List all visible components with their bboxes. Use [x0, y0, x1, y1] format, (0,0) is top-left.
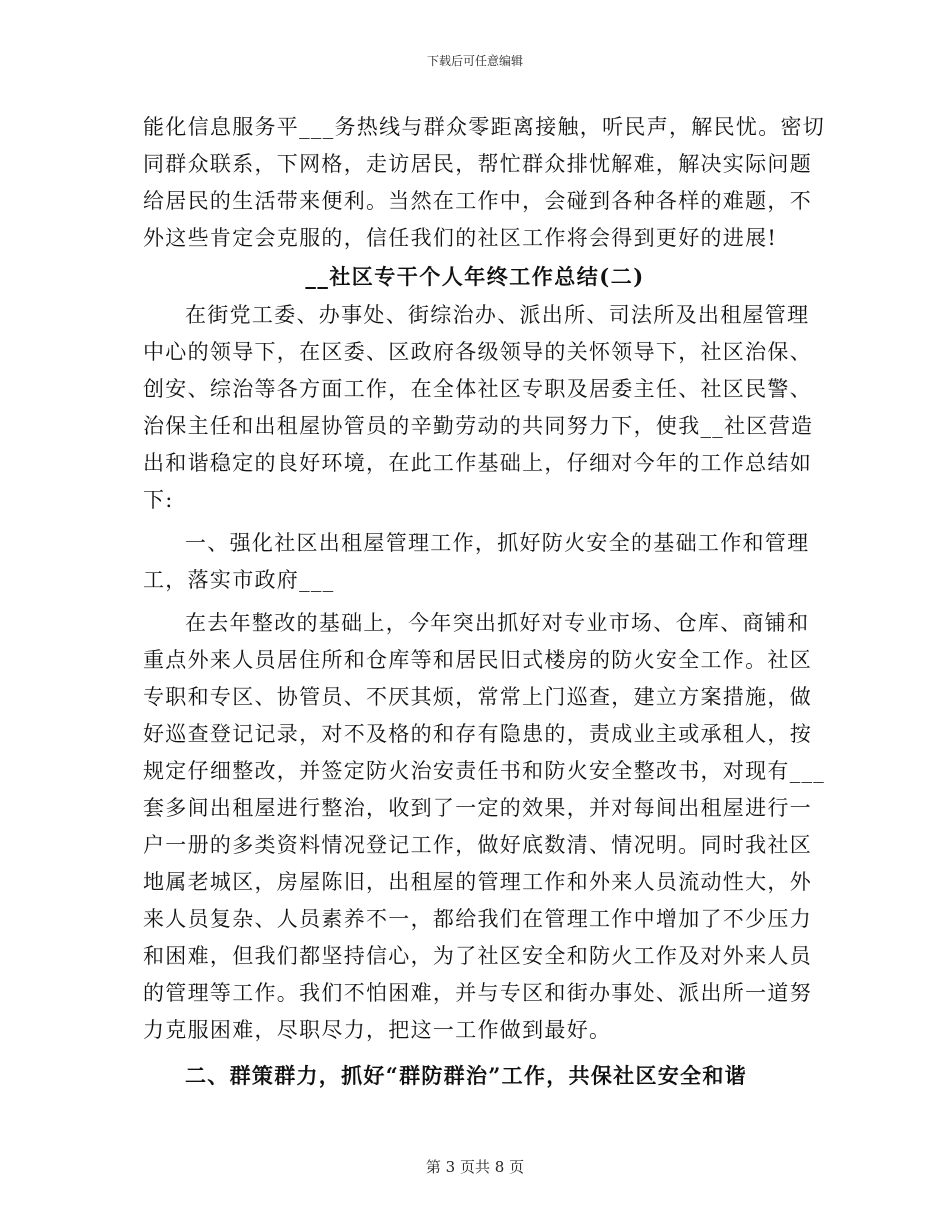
paragraph-line: 中心的领导下，在区委、区政府各级领导的关怀领导下，社区治保、: [143, 340, 812, 364]
paragraph-line: 在去年整改的基础上，今年突出抓好对专业市场、仓库、商铺和: [185, 611, 810, 635]
page-footer: 第 3 页共 8 页: [425, 1158, 525, 1176]
paragraph-line: 的管理等工作。我们不怕困难，并与专区和街办事处、派出所一道努: [143, 981, 812, 1005]
paragraph-line: 能化信息服务平___务热线与群众零距离接触，听民声，解民忧。密切: [143, 115, 826, 139]
paragraph-line: 套多间出租屋进行整治，收到了一定的效果，并对每间出租屋进行一: [143, 796, 812, 820]
paragraph-line: 好巡查登记记录，对不及格的和存有隐患的，责成业主或承租人，按: [143, 722, 812, 746]
section-heading: 二、群策群力，抓好“群防群治”工作，共保社区安全和谐: [185, 1063, 747, 1088]
paragraph-line: 力克服困难，尽职尽力，把这一工作做到最好。: [143, 1018, 612, 1042]
paragraph-line: 户一册的多类资料情况登记工作，做好底数清、情况明。同时我社区: [143, 833, 812, 857]
paragraph-line: 规定仔细整改，并签定防火治安责任书和防火安全整改书，对现有___: [143, 759, 826, 783]
paragraph-line: 在街党工委、办事处、街综治办、派出所、司法所及出租屋管理: [185, 303, 810, 327]
paragraph-line: 和困难，但我们都坚持信心，为了社区安全和防火工作及对外来人员: [143, 944, 812, 968]
paragraph-line: 创安、综治等各方面工作，在全体社区专职及居委主任、社区民警、: [143, 377, 812, 401]
section-heading-line: 一、强化社区出租屋管理工作，抓好防火安全的基础工作和管理: [185, 531, 810, 555]
document-body: [143, 109, 826, 1094]
paragraph-line: 地属老城区，房屋陈旧，出租屋的管理工作和外来人员流动性大，外: [143, 870, 812, 894]
section-heading-line: 工，落实市政府___: [143, 568, 335, 592]
paragraph-line: 治保主任和出租屋协管员的辛勤劳动的共同努力下，使我__社区营造: [143, 414, 814, 438]
paragraph-line: 给居民的生活带来便利。当然在工作中，会碰到各种各样的难题，不: [143, 189, 812, 213]
paragraph-line: 同群众联系，下网格，走访居民，帮忙群众排忧解难，解决实际问题: [143, 152, 812, 176]
paragraph-line: 专职和专区、协管员、不厌其烦，常常上门巡查，建立方案措施，做: [143, 685, 812, 709]
paragraph-line: 下:: [143, 488, 174, 512]
paragraph-line: 出和谐稳定的良好环境，在此工作基础上，仔细对今年的工作总结如: [143, 451, 812, 475]
paragraph-line: 重点外来人员居住所和仓库等和居民旧式楼房的防火安全工作。社区: [143, 648, 812, 672]
document-title: __社区专干个人年终工作总结(二): [305, 264, 645, 289]
paragraph-line: 来人员复杂、人员素养不一，都给我们在管理工作中增加了不少压力: [143, 907, 812, 931]
page-header: 下载后可任意编辑: [426, 54, 523, 68]
paragraph-line: 外这些肯定会克服的，信任我们的社区工作将会得到更好的进展!: [143, 226, 778, 250]
